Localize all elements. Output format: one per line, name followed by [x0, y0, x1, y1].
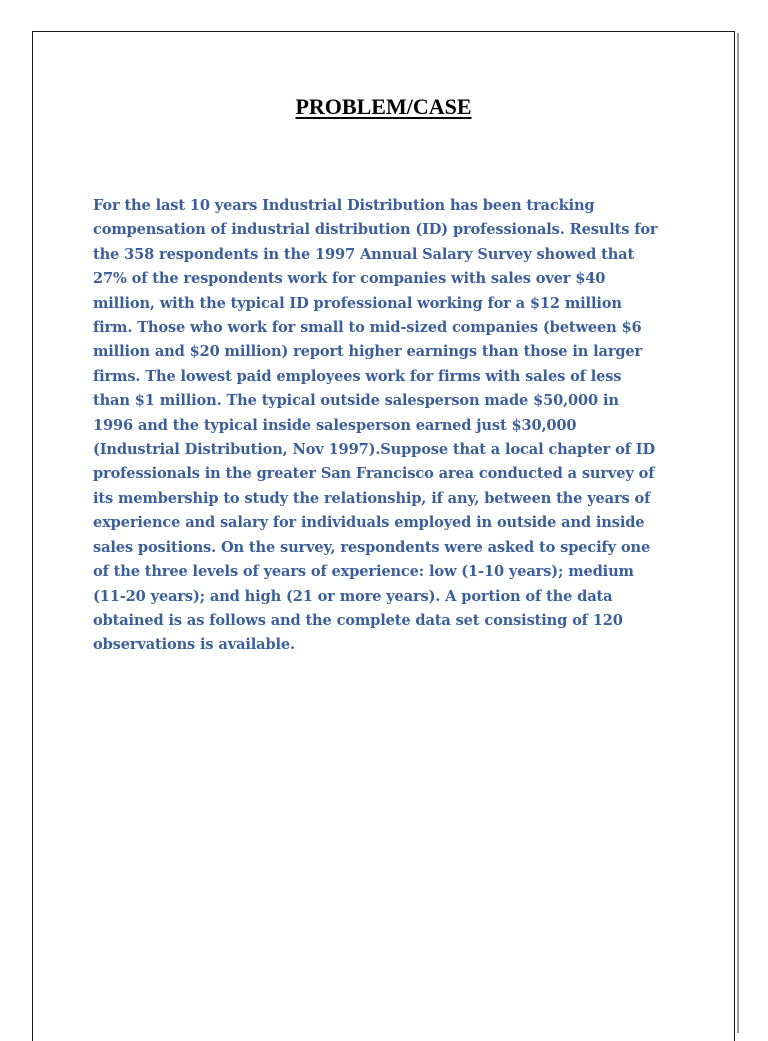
- page-edge-shadow: [737, 33, 739, 1033]
- page-title: [33, 94, 734, 120]
- problem-paragraph: For the last 10 years Industrial Distribution has been tracking compensation of industrial distribution (ID) professionals. Results for the 358 respondents in the 1997 Annual Salary Survey showed that 27% of the respondents work for companies with sales over $40 million, with the typical ID professional working for a $12 million firm. Those who work for small to mid-sized companies (between $6 million and $20 million) report higher earnings than those in larger firms. The lowest paid employees work for firms with sales of less than $1 million. The typical outside salesperson made $50,000 in 1996 and the typical inside salesperson earned just $30,000 (Industrial Distribution, Nov 1997).Suppose that a local chapter of ID professionals in the greater San Francisco area conducted a survey of its membership to study the relationship, if any, between the years of experience and salary for individuals employed in outside and inside sales positions. On the survey, respondents were asked to specify one of the three levels of years of experience: low (1-10 years); medium (11-20 years); and high (21 or more years). A portion of the data obtained is as follows and the complete data set consisting of 120 observations is available.: [93, 197, 658, 654]
- title-text: PROBLEM/CASE: [295, 94, 472, 119]
- document-page: [32, 31, 735, 1041]
